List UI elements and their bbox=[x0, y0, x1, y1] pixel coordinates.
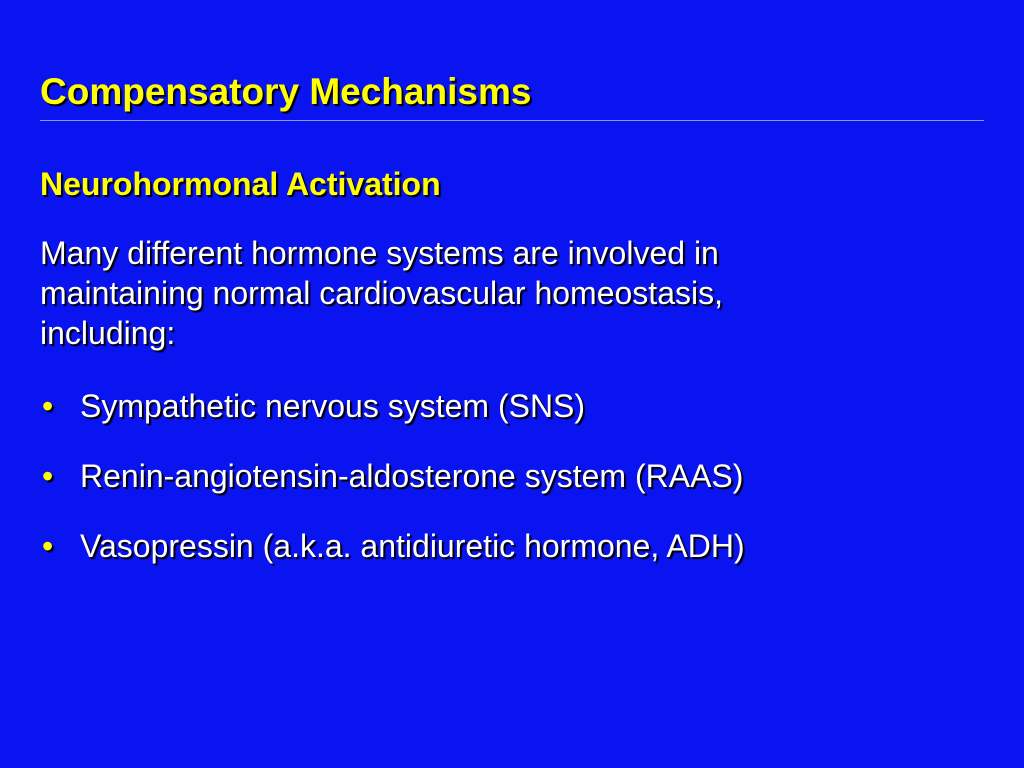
intro-paragraph bbox=[40, 233, 940, 353]
bullet-icon: • bbox=[42, 388, 54, 424]
bullet-text: Renin-angiotensin-aldosterone system (RAAS) bbox=[80, 458, 744, 494]
intro-line-1: Many different hormone systems are involved in bbox=[40, 235, 719, 271]
title-divider bbox=[40, 120, 984, 121]
list-item bbox=[40, 456, 745, 496]
list-item bbox=[40, 526, 745, 566]
intro-line-2: maintaining normal cardiovascular homeostasis, bbox=[40, 275, 723, 311]
bullet-list bbox=[40, 386, 745, 596]
bullet-icon: • bbox=[42, 458, 54, 494]
bullet-text: Vasopressin (a.k.a. antidiuretic hormone, ADH) bbox=[80, 528, 745, 564]
slide-title: Compensatory Mechanisms bbox=[40, 71, 532, 112]
bullet-text: Sympathetic nervous system (SNS) bbox=[80, 388, 586, 424]
section-subheading: Neurohormonal Activation bbox=[40, 166, 441, 202]
bullet-icon: • bbox=[42, 528, 54, 564]
list-item bbox=[40, 386, 745, 426]
intro-line-3: including: bbox=[40, 315, 176, 351]
